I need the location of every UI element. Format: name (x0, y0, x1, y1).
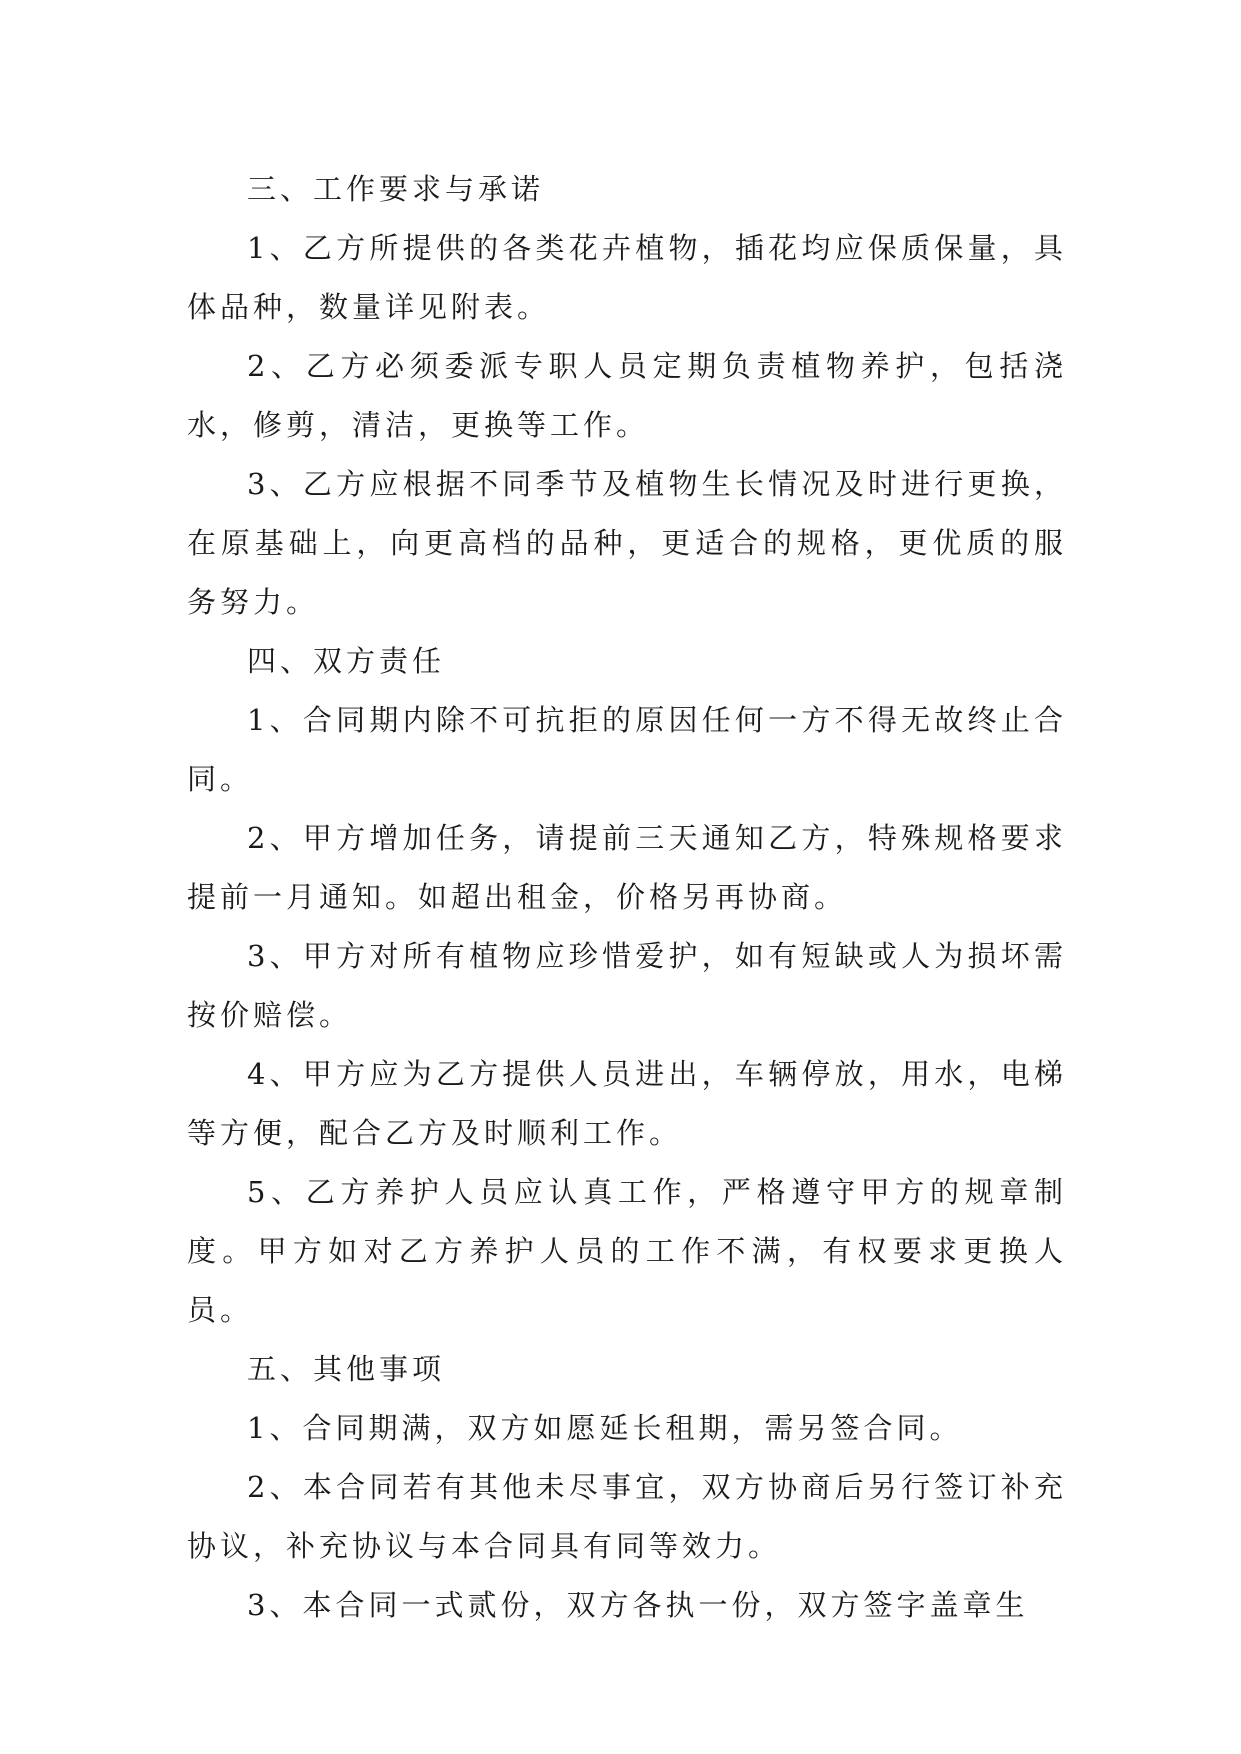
clause-5-3: 3、本合同一式贰份，双方各执一份，双方签字盖章生 (247, 1588, 1029, 1622)
clause-4-4: 4、甲方应为乙方提供人员进出，车辆停放，用水，电梯等方便，配合乙方及时顺利工作。 (187, 1057, 1067, 1150)
clause-4-5: 5、乙方养护人员应认真工作，严格遵守甲方的规章制度。甲方如对乙方养护人员的工作不满，有权要求更换人员。 (187, 1175, 1067, 1327)
clause-4-2: 2、甲方增加任务，请提前三天通知乙方，特殊规格要求提前一月通知。如超出租金，价格另再协商。 (187, 821, 1067, 914)
section-heading-other-matters: 五、其他事项 (247, 1352, 446, 1386)
clause-3-3: 3、乙方应根据不同季节及植物生长情况及时进行更换，在原基础上，向更高档的品种，更适合的规格，更优质的服务努力。 (187, 467, 1067, 619)
clause-5-1: 1、合同期满，双方如愿延长租期，需另签合同。 (247, 1411, 963, 1445)
section-heading-work-requirements: 三、工作要求与承诺 (247, 172, 545, 206)
section-heading-responsibilities: 四、双方责任 (247, 644, 446, 678)
clause-4-1: 1、合同期内除不可抗拒的原因任何一方不得无故终止合同。 (187, 703, 1067, 796)
clause-4-3: 3、甲方对所有植物应珍惜爱护，如有短缺或人为损坏需按价赔偿。 (187, 939, 1067, 1032)
clause-3-2: 2、乙方必须委派专职人员定期负责植物养护，包括浇水，修剪，清洁，更换等工作。 (187, 349, 1067, 442)
document-body (187, 160, 1067, 1635)
clause-3-1: 1、乙方所提供的各类花卉植物，插花均应保质保量，具体品种，数量详见附表。 (187, 231, 1067, 324)
clause-5-2: 2、本合同若有其他未尽事宜，双方协商后另行签订补充协议，补充协议与本合同具有同等效力。 (187, 1470, 1067, 1563)
